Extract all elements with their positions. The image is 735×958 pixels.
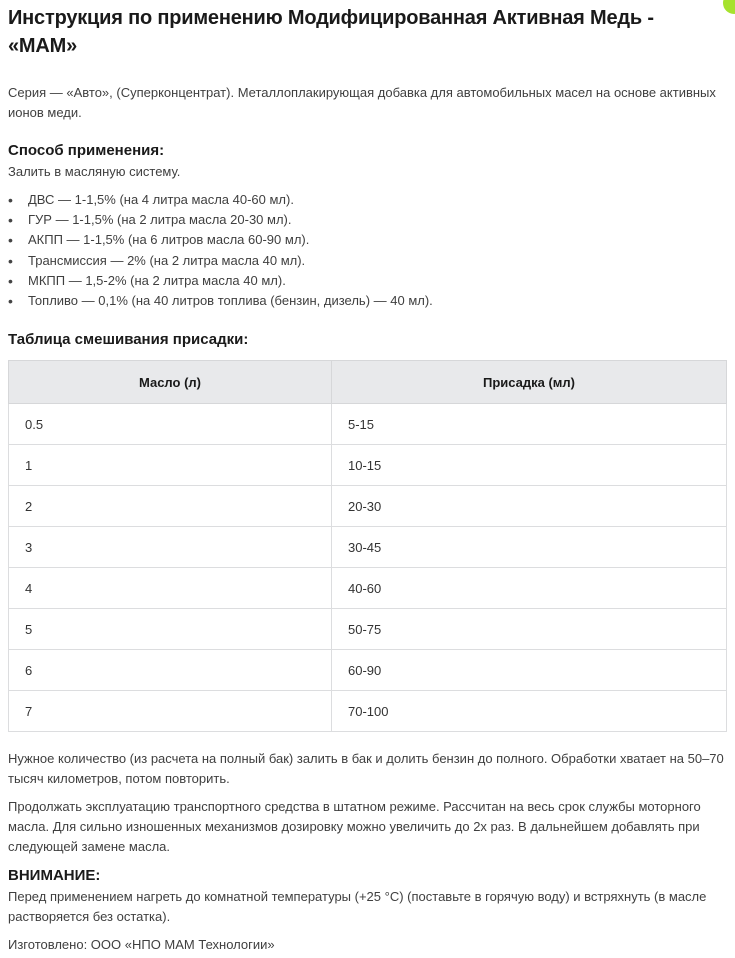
table-row xyxy=(9,650,727,691)
column-header-additive: Присадка (мл) xyxy=(332,361,727,404)
list-item: • Трансмиссия — 2% (на 2 литра масла 40 мл). xyxy=(8,251,727,271)
table-header-row xyxy=(9,361,727,404)
table-row xyxy=(9,445,727,486)
column-header-oil: Масло (л) xyxy=(9,361,332,404)
intro-paragraph: Серия — «Авто», (Суперконцентрат). Металлоплакирующая добавка для автомобильных масел на основе активных ионов меди. xyxy=(8,85,716,120)
cell-oil: 3 xyxy=(9,527,332,568)
table-row xyxy=(9,609,727,650)
cell-additive: 60-90 xyxy=(332,650,727,691)
cell-oil: 5 xyxy=(9,609,332,650)
table-row xyxy=(9,404,727,445)
cell-additive: 10-15 xyxy=(332,445,727,486)
cell-oil: 1 xyxy=(9,445,332,486)
list-item: • ГУР — 1-1,5% (на 2 литра масла 20-30 мл). xyxy=(8,210,727,230)
cell-additive: 70-100 xyxy=(332,691,727,732)
table-row xyxy=(9,486,727,527)
document xyxy=(0,4,735,955)
table-row xyxy=(9,691,727,732)
fuel-paragraph: Нужное количество (из расчета на полный бак) залить в бак и долить бензин до полного. Обработки хватает на 50–70 тысяч километров, потом повторить. xyxy=(8,751,724,787)
table-row xyxy=(9,527,727,568)
list-item: • МКПП — 1,5-2% (на 2 литра масла 40 мл). xyxy=(8,271,727,291)
cell-oil: 4 xyxy=(9,568,332,609)
list-item: • Топливо — 0,1% (на 40 литров топлива (бензин, дизель) — 40 мл). xyxy=(8,291,727,311)
cell-oil: 0.5 xyxy=(9,404,332,445)
warning-heading: ВНИМАНИЕ: xyxy=(8,867,101,885)
method-list xyxy=(8,190,727,311)
method-text: Залить в масляную систему. xyxy=(8,164,181,179)
cell-additive: 5-15 xyxy=(332,404,727,445)
page-title: Инструкция по применению Модифицированная Активная Медь - «МАМ» xyxy=(8,7,654,57)
cell-additive: 30-45 xyxy=(332,527,727,568)
usage-paragraph: Продолжать эксплуатацию транспортного средства в штатном режиме. Рассчитан на весь срок службы моторного масла. Для сильно изношенных механизмов дозировку можно увеличить до 2х раз. В дальнейшем добавлять при следующей замене масла. xyxy=(8,799,701,855)
cell-oil: 6 xyxy=(9,650,332,691)
cell-oil: 2 xyxy=(9,486,332,527)
cell-additive: 40-60 xyxy=(332,568,727,609)
cell-additive: 50-75 xyxy=(332,609,727,650)
method-heading: Способ применения: xyxy=(8,142,165,159)
mix-table xyxy=(8,360,727,732)
manufacturer-text: Изготовлено: ООО «НПО МАМ Технологии» xyxy=(8,937,275,953)
warning-text: Перед применением нагреть до комнатной температуры (+25 °C) (поставьте в горячую воду) и встряхнуть (в масле растворяется без остатка). xyxy=(8,889,707,925)
cell-oil: 7 xyxy=(9,691,332,732)
list-item: • АКПП — 1-1,5% (на 6 литров масла 60-90 мл). xyxy=(8,230,727,250)
table-heading: Таблица смешивания присадки: xyxy=(8,331,249,349)
cell-additive: 20-30 xyxy=(332,486,727,527)
list-item: • ДВС — 1-1,5% (на 4 литра масла 40-60 мл). xyxy=(8,190,727,210)
table-row xyxy=(9,568,727,609)
